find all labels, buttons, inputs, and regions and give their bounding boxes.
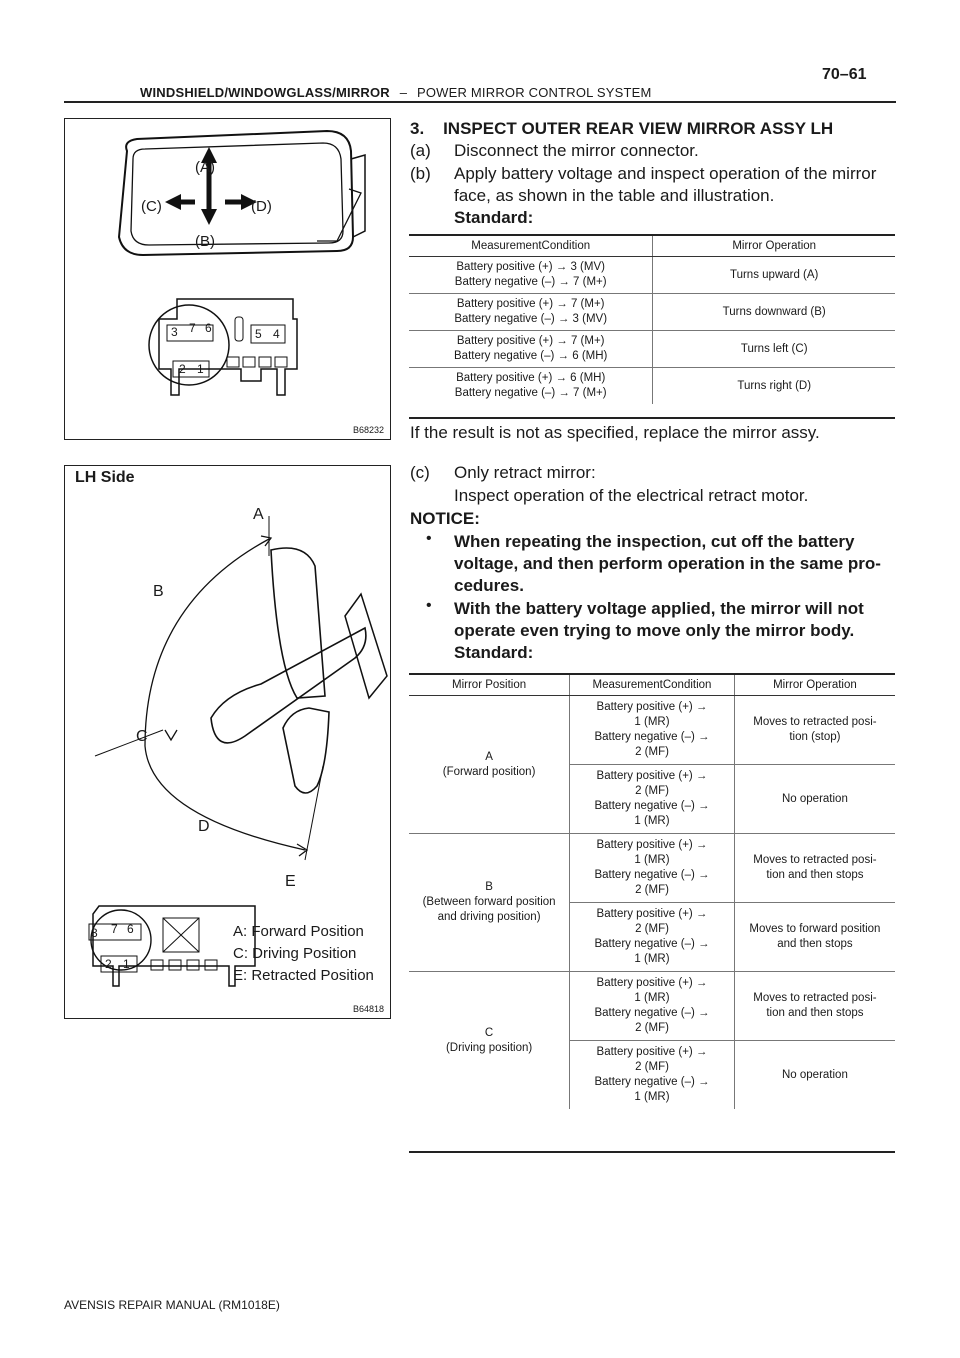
table-row: Battery positive (+) → 2 (MF) Battery negative (–) → 1 (MR) Moves to forward position and then stops — [409, 903, 895, 972]
step-b-text-cont: face, as shown in the table and illustration. — [454, 186, 775, 205]
position-label-b: B — [153, 583, 164, 600]
table-row: Battery positive (+) → 2 (MF) Battery negative (–) → 1 (MR) No operation — [409, 1041, 895, 1110]
footer-text: AVENSIS REPAIR MANUAL (RM1018E) — [64, 1298, 280, 1312]
mirror-face-table — [409, 234, 895, 419]
position-cell: A (Forward position) — [409, 696, 570, 834]
subsection-title: POWER MIRROR CONTROL SYSTEM — [416, 85, 652, 100]
step-a-text: Disconnect the mirror connector. — [454, 141, 699, 160]
pin-label: 3 — [171, 325, 178, 339]
legend-forward: A: Forward Position — [233, 923, 364, 940]
result-text: If the result is not as specified, replace the mirror assy. — [410, 423, 820, 442]
section-title: WINDSHIELD/WINDOWGLASS/MIRROR — [140, 85, 390, 100]
table-header: MeasurementCondition — [409, 236, 653, 257]
legend-retracted: E: Retracted Position — [233, 967, 374, 984]
table-row: Battery positive (+) → 7 (M+) Battery negative (–) → 3 (MV) Turns downward (B) — [409, 294, 895, 331]
figure-title: LH Side — [75, 469, 135, 486]
direction-label-c: (C) — [141, 198, 162, 215]
table-row: C (Driving position) Battery positive (+) → 1 (MR) Battery negative (–) → 2 (MF) Moves to retracted posi- tion and then stops — [409, 972, 895, 1041]
pin-label: 1 — [123, 957, 130, 971]
retract-table — [409, 673, 895, 1153]
section-header — [140, 85, 652, 100]
pin-label: 3 — [91, 926, 98, 940]
table-header: Mirror Position — [409, 675, 570, 696]
table-row: B (Between forward position and driving position) Battery positive (+) → 1 (MR) Battery negative (–) → 2 (MF) Moves to retracted posi- tion and then stops — [409, 834, 895, 903]
operation-cell: Turns upward (A) — [653, 257, 895, 294]
page-number: 70–61 — [822, 66, 867, 83]
table-row: Battery positive (+) → 2 (MF) Battery negative (–) → 1 (MR) No operation — [409, 765, 895, 834]
notice-1-cont: voltage, and then perform operation in the same pro- — [454, 554, 881, 573]
notice-1: When repeating the inspection, cut off the battery — [454, 532, 855, 551]
position-label-e: E — [285, 873, 296, 890]
bullet-icon: • — [426, 530, 432, 547]
table-row: Battery positive (+) → 7 (M+) Battery negative (–) → 6 (MH) Turns left (C) — [409, 331, 895, 368]
bullet-icon: • — [426, 597, 432, 614]
notice-2-cont: operate even trying to move only the mirror body. — [454, 621, 855, 640]
notice-label: NOTICE: — [410, 509, 480, 528]
position-label-c: C — [136, 728, 148, 745]
notice-2: With the battery voltage applied, the mirror will not — [454, 599, 864, 618]
step-c-text-cont: Inspect operation of the electrical retract motor. — [454, 486, 809, 505]
direction-label-b: (B) — [195, 233, 215, 250]
operation-cell: Turns left (C) — [653, 331, 895, 368]
position-label-a: A — [253, 506, 264, 523]
retract-position-figure — [64, 465, 391, 1019]
table-header: Mirror Operation — [734, 675, 895, 696]
pin-label: 2 — [179, 362, 186, 376]
pin-label: 7 — [111, 922, 118, 936]
table-row: Battery positive (+) → 6 (MH) Battery negative (–) → 7 (M+) Turns right (D) — [409, 368, 895, 405]
table-row: Battery positive (+) → 3 (MV) Battery negative (–) → 7 (M+) Turns upward (A) — [409, 257, 895, 294]
step-c-label: (c) — [410, 463, 430, 482]
notice-1-cont2: cedures. — [454, 576, 524, 595]
position-cell: C (Driving position) — [409, 972, 570, 1110]
operation-cell: Turns downward (B) — [653, 294, 895, 331]
pin-label: 6 — [205, 321, 212, 335]
direction-label-d: (D) — [251, 198, 272, 215]
pin-label: 7 — [189, 321, 196, 335]
legend-driving: C: Driving Position — [233, 945, 357, 962]
direction-label-a: (A) — [195, 159, 215, 176]
header-separator: – — [399, 85, 408, 100]
pin-label: 6 — [127, 922, 134, 936]
step-a-label: (a) — [410, 141, 431, 160]
step-c-text: Only retract mirror: — [454, 463, 596, 482]
standard-label: Standard: — [454, 208, 534, 227]
operation-cell: Turns right (D) — [653, 368, 895, 405]
table-header: Mirror Operation — [653, 236, 895, 257]
header-rule — [64, 101, 896, 103]
figure-code: B64818 — [353, 1004, 385, 1014]
step-b-text: Apply battery voltage and inspect operation of the mirror — [454, 164, 877, 183]
step-b-label: (b) — [410, 164, 431, 183]
table-row: A (Forward position) Battery positive (+) → 1 (MR) Battery negative (–) → 2 (MF) Moves to retracted posi- tion (stop) — [409, 696, 895, 765]
mirror-direction-figure — [64, 118, 391, 440]
figure-code: B68232 — [353, 425, 385, 435]
pin-label: 1 — [197, 362, 204, 376]
step-title: 3. INSPECT OUTER REAR VIEW MIRROR ASSY LH — [410, 119, 834, 138]
mirror-direction-drawing — [65, 119, 390, 439]
pin-label: 4 — [273, 327, 280, 341]
pin-label: 2 — [105, 957, 112, 971]
pin-label: 5 — [255, 327, 262, 341]
position-label-d: D — [198, 818, 210, 835]
table-header: MeasurementCondition — [570, 675, 735, 696]
standard-label-2: Standard: — [454, 643, 534, 662]
position-cell: B (Between forward position and driving position) — [409, 834, 570, 972]
